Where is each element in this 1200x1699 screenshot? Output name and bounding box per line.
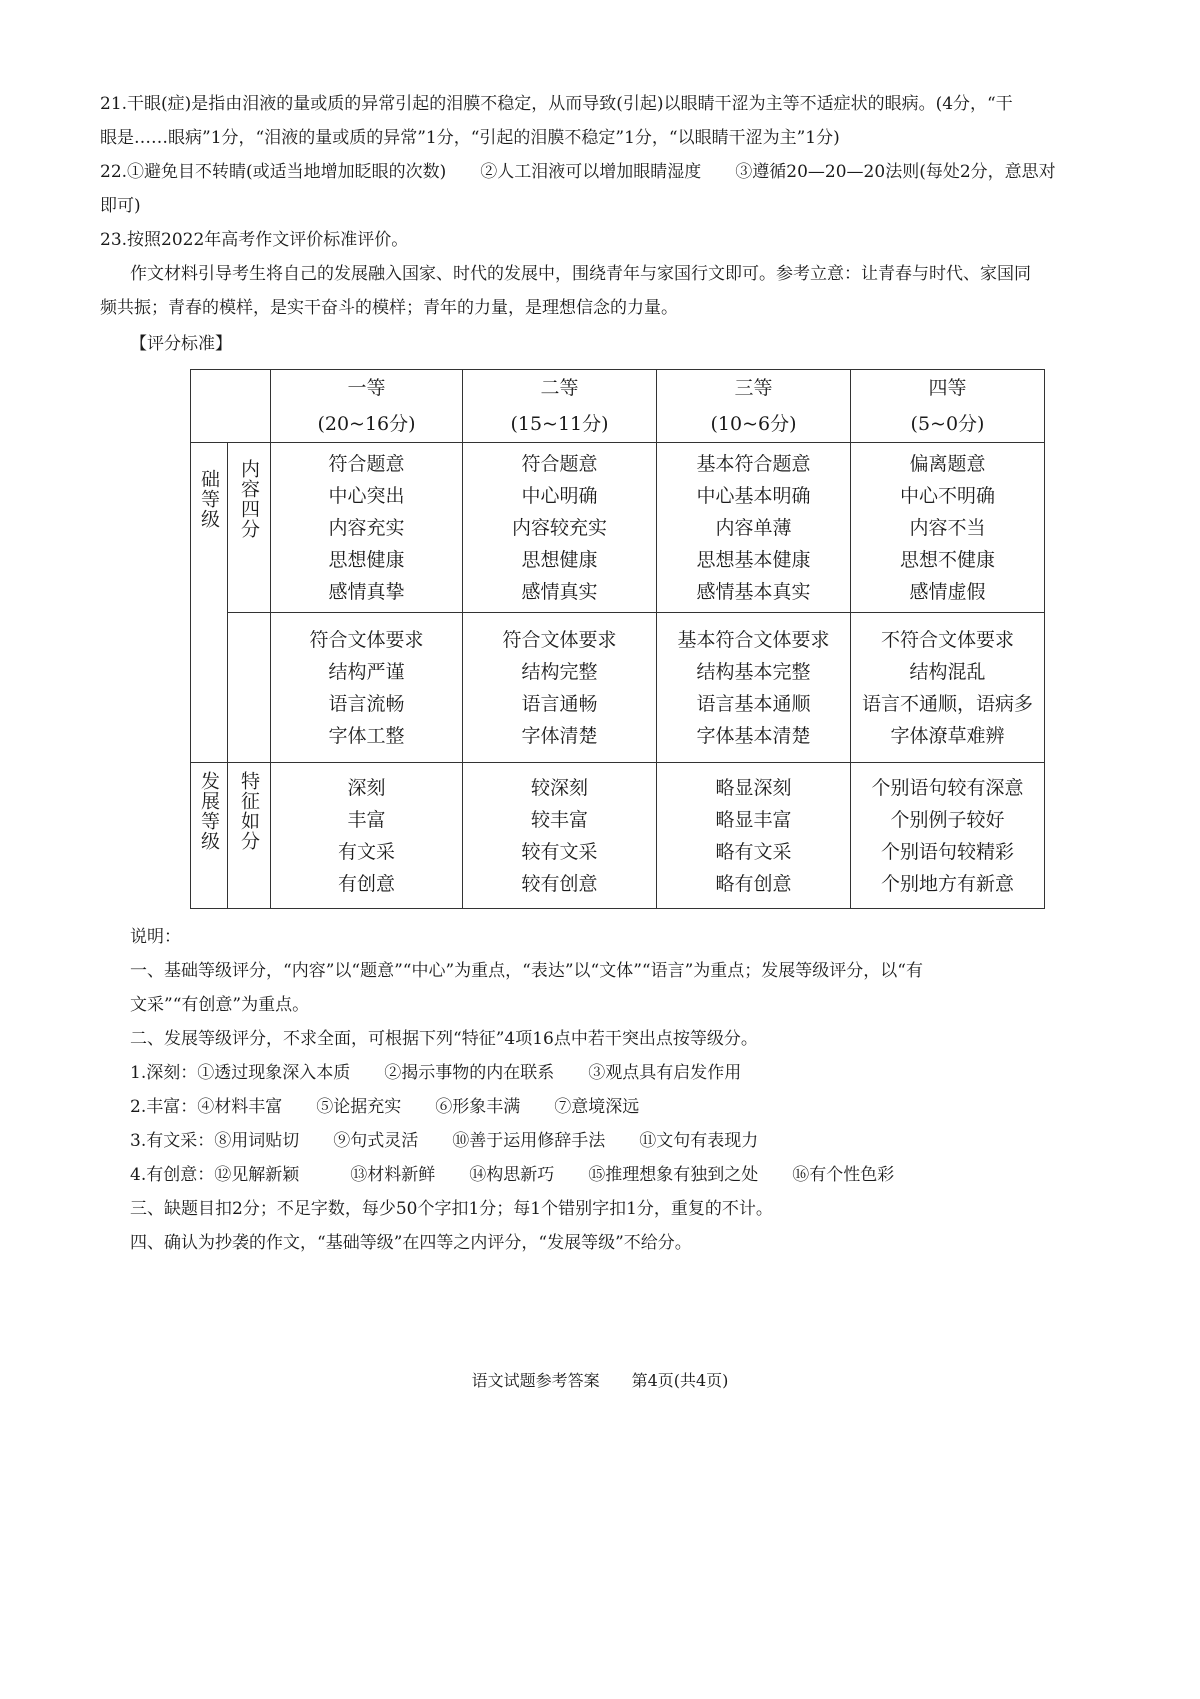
feature-1: 1.深刻：①透过现象深入本质 ②揭示事物的内在联系 ③观点具有启发作用	[130, 1063, 742, 1083]
q21-line2: 眼是……眼病”1分，“泪液的量或质的异常”1分，“引起的泪膜不稳定”1分，“以眼睛干涩为主”1分)	[100, 128, 840, 148]
q22-line2: 即可)	[100, 196, 141, 216]
header-grade-4: 四等 (5~0分)	[851, 370, 1045, 443]
expression-label	[228, 613, 271, 763]
content-cell-grade-4: 偏离题意 中心不明确 内容不当 思想不健康 感情虚假	[851, 443, 1045, 613]
note-3: 三、缺题目扣2分；不足字数，每少50个字扣1分；每1个错别字扣1分，重复的不计。	[130, 1199, 773, 1219]
note-1b: 文采”“有创意”为重点。	[130, 995, 310, 1015]
header-grade-1: 一等 (20~16分)	[271, 370, 463, 443]
develop-cell-grade-2: 较深刻 较丰富 较有文采 较有创意	[463, 763, 657, 909]
content-row	[191, 443, 1045, 613]
note-2: 二、发展等级评分，不求全面，可根据下列“特征”4项16点中若干突出点按等级分。	[130, 1029, 758, 1049]
develop-row	[191, 763, 1045, 909]
q23-line2: 作文材料引导考生将自己的发展融入国家、时代的发展中，围绕青年与家国行文即可。参考立意：让青春与时代、家国同	[130, 264, 1031, 284]
notes-title: 说明：	[130, 927, 181, 947]
develop-level-label: 发展等级	[191, 763, 228, 909]
feature-4: 4.有创意：⑫见解新颖 ⑬材料新鲜 ⑭构思新巧 ⑮推理想象有独到之处 ⑯有个性色彩	[130, 1165, 895, 1185]
develop-cell-grade-1: 深刻 丰富 有文采 有创意	[271, 763, 463, 909]
criteria-title: 【评分标准】	[130, 334, 232, 354]
feature-2: 2.丰富：④材料丰富 ⑤论据充实 ⑥形象丰满 ⑦意境深远	[130, 1097, 640, 1117]
expression-cell-grade-3: 基本符合文体要求 结构基本完整 语言基本通顺 字体基本清楚	[657, 613, 851, 763]
header-grade-3: 三等 (10~6分)	[657, 370, 851, 443]
q23-line3: 频共振；青春的模样，是实干奋斗的模样；青年的力量，是理想信念的力量。	[100, 298, 678, 318]
feature-label: 特征如分	[228, 763, 271, 909]
note-1a: 一、基础等级评分，“内容”以“题意”“中心”为重点，“表达”以“文体”“语言”为重点；发展等级评分，以“有	[130, 961, 923, 981]
basic-level-label: 础等级	[191, 443, 228, 763]
expression-cell-grade-2: 符合文体要求 结构完整 语言通畅 字体清楚	[463, 613, 657, 763]
header-grade-2: 二等 (15~11分)	[463, 370, 657, 443]
q22-line1: 22.①避免目不转睛(或适当地增加眨眼的次数) ②人工泪液可以增加眼睛湿度 ③遵循20—20—20法则(每处2分，意思对	[100, 162, 1056, 182]
scoring-table-wrap	[190, 369, 1045, 909]
q21-line1: 21.干眼(症)是指由泪液的量或质的异常引起的泪膜不稳定，从而导致(引起)以眼睛干涩为主等不适症状的眼病。(4分，“干	[100, 94, 1013, 114]
expression-cell-grade-4: 不符合文体要求 结构混乱 语言不通顺，语病多 字体潦草难辨	[851, 613, 1045, 763]
content-cell-grade-3: 基本符合题意 中心基本明确 内容单薄 思想基本健康 感情基本真实	[657, 443, 851, 613]
scoring-table	[190, 369, 1045, 909]
develop-cell-grade-3: 略显深刻 略显丰富 略有文采 略有创意	[657, 763, 851, 909]
content-cell-grade-2: 符合题意 中心明确 内容较充实 思想健康 感情真实	[463, 443, 657, 613]
expression-row	[191, 613, 1045, 763]
table-header-row	[191, 370, 1045, 443]
note-4: 四、确认为抄袭的作文，“基础等级”在四等之内评分，“发展等级”不给分。	[130, 1233, 692, 1253]
content-label: 内容四分	[228, 443, 271, 613]
expression-cell-grade-1: 符合文体要求 结构严谨 语言流畅 字体工整	[271, 613, 463, 763]
page-footer: 语文试题参考答案 第4页(共4页)	[471, 1371, 729, 1390]
feature-3: 3.有文采：⑧用词贴切 ⑨句式灵活 ⑩善于运用修辞手法 ⑪文句有表现力	[130, 1131, 759, 1151]
q23-line1: 23.按照2022年高考作文评价标准评价。	[100, 230, 409, 250]
develop-cell-grade-4: 个别语句较有深意 个别例子较好 个别语句较精彩 个别地方有新意	[851, 763, 1045, 909]
corner-cell	[191, 370, 271, 443]
content-cell-grade-1: 符合题意 中心突出 内容充实 思想健康 感情真挚	[271, 443, 463, 613]
